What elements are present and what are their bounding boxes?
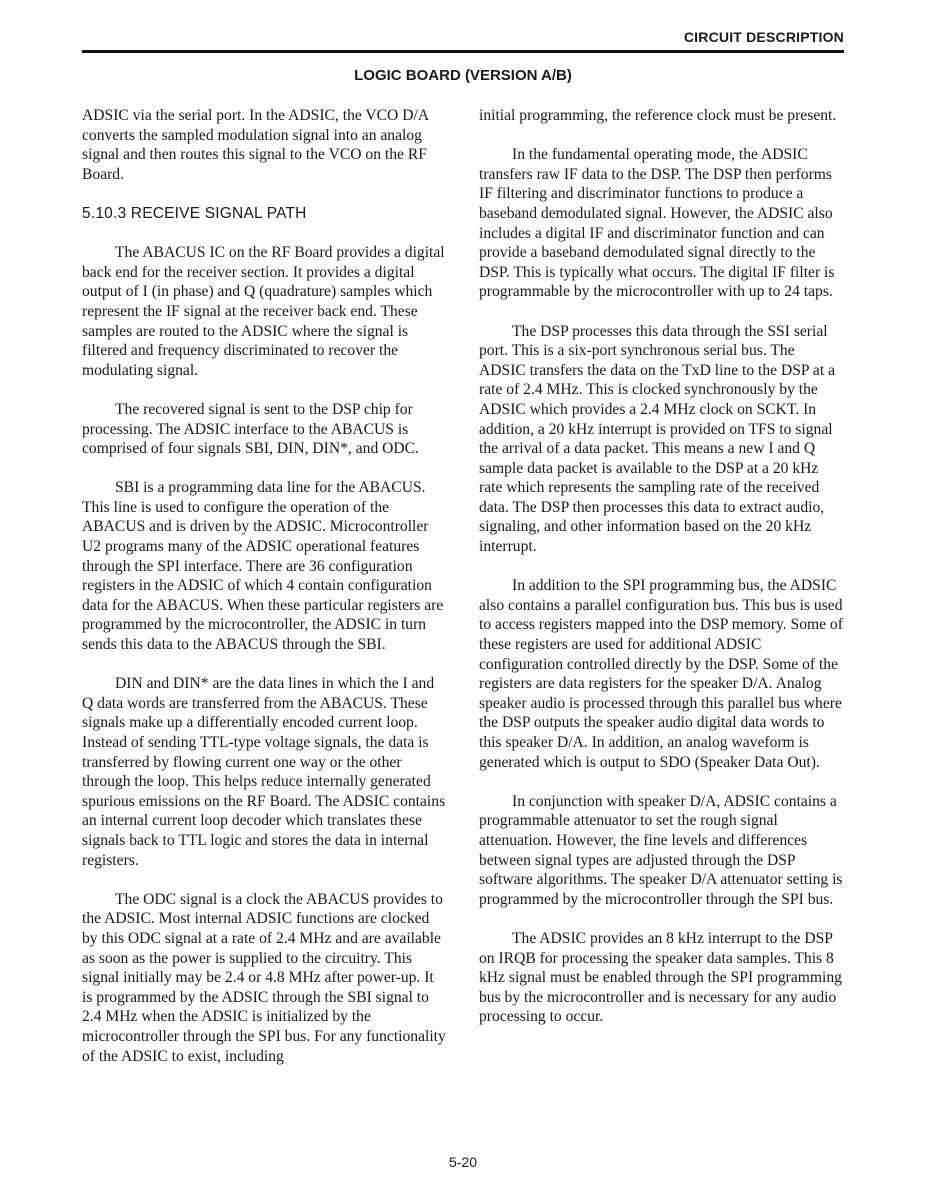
subheading: 5.10.3 RECEIVE SIGNAL PATH [82,204,307,222]
paragraph: ADSIC via the serial port. In the ADSIC, the VCO D/A converts the sampled modulation signal into an analog signal and then routes this signal to the VCO on the RF Board. [82,107,429,183]
paragraph: In the fundamental operating mode, the ADSIC transfers raw IF data to the DSP. The DSP then performs IF filtering and discriminator functions to produce a baseband demodulated signal. However, the ADSIC also includes a digital IF and discriminator function and can provide a baseband demodulated signal directly to the DSP. This is typically what occurs. The digital IF filter is programmable by the microcontroller with up to 24 taps. [479,146,835,301]
paragraph: The ODC signal is a clock the ABACUS provides to the ADSIC. Most internal ADSIC functions are clocked by this ODC signal at a rate of 2.4 MHz and are available as soon as the power is supplied to the circuitry. This signal initially may be 2.4 or 4.8 MHz after power-up. It is programmed by the ADSIC through the SBI signal to 2.4 MHz when the ADSIC is initialized by the microcontroller through the SPI bus. For any functionality of the ADSIC to exist, including [82,890,446,1065]
left-column [82,106,447,1086]
paragraph: The ABACUS IC on the RF Board provides a digital back end for the receiver section. It provides a digital output of I (in phase) and Q (quadrature) samples which represent the IF signal at the receiver back end. These samples are routed to the ADSIC where the signal is filtered and frequency discriminated to recover the modulating signal. [82,244,445,379]
paragraph: SBI is a programming data line for the ABACUS. This line is used to configure the operation of the ABACUS and is driven by the ADSIC. Microcontroller U2 programs many of the ADSIC operational features through the SPI interface. There are 36 configuration registers in the ADSIC of which 4 contain configuration data for the ABACUS. When these particular registers are programmed by the microcontroller, the ADSIC in turn sends this data to the ABACUS through the SBI. [82,479,444,654]
paragraph: DIN and DIN* are the data lines in which the I and Q data words are transferred from the ABACUS. These signals make up a differentially encoded current loop. Instead of sending TTL-type voltage signals, the data is transferred by flowing current one way or the other through the loop. This helps reduce internally generated spurious emissions on the RF Board. The ADSIC contains an internal current loop decoder which translates these signals back to TTL logic and stores the data in internal registers. [82,675,446,869]
header-rule [82,50,844,53]
page-number: 5-20 [448,1154,478,1170]
paragraph: In addition to the SPI programming bus, the ADSIC also contains a parallel configuration bus. This bus is used to access registers mapped into the DSP memory. Some of these registers are used for additional ADSIC configuration controlled directly by the DSP. Some of the registers are data registers for the speaker D/A. Analog speaker audio is processed through this parallel bus where the DSP outputs the speaker audio digital data words to this speaker D/A. In addition, an analog waveform is generated which is output to SDO (Speaker Data Out). [479,577,843,771]
paragraph: The DSP processes this data through the SSI serial port. This is a six-port synchronous serial bus. The ADSIC transfers the data on the TxD line to the DSP at a rate of 2.4 MHz. This is clocked synchronously by the ADSIC which provides a 2.4 MHz clock on SCKT. In addition, a 20 kHz interrupt is provided on TFS to signal the arrival of a data packet. This means a new I and Q sample data packet is available to the DSP at a 20 kHz rate which represents the sampling rate of the received data. The DSP then processes this data to extract audio, signaling, and other information based on the 20 kHz interrupt. [479,322,835,556]
paragraph: The ADSIC provides an 8 kHz interrupt to the DSP on IRQB for processing the speaker data samples. This 8 kHz signal must be enabled through the SPI programming bus by the microcontroller and is necessary for any audio processing to occur. [479,929,842,1026]
paragraph: initial programming, the reference clock must be present. [479,107,837,124]
running-header: CIRCUIT DESCRIPTION [683,29,844,45]
paragraph: In conjunction with speaker D/A, ADSIC contains a programmable attenuator to set the rough signal attenuation. However, the fine levels and differences between signal types are adjusted through the DSP software algorithms. The speaker D/A attenuator setting is programmed by the microcontroller through the SPI bus. [479,792,843,908]
paragraph: The recovered signal is sent to the DSP chip for processing. The ADSIC interface to the ABACUS is comprised of four signals SBI, DIN, DIN*, and ODC. [82,400,419,458]
section-title: LOGIC BOARD (VERSION A/B) [354,67,572,84]
right-column [479,106,844,1047]
